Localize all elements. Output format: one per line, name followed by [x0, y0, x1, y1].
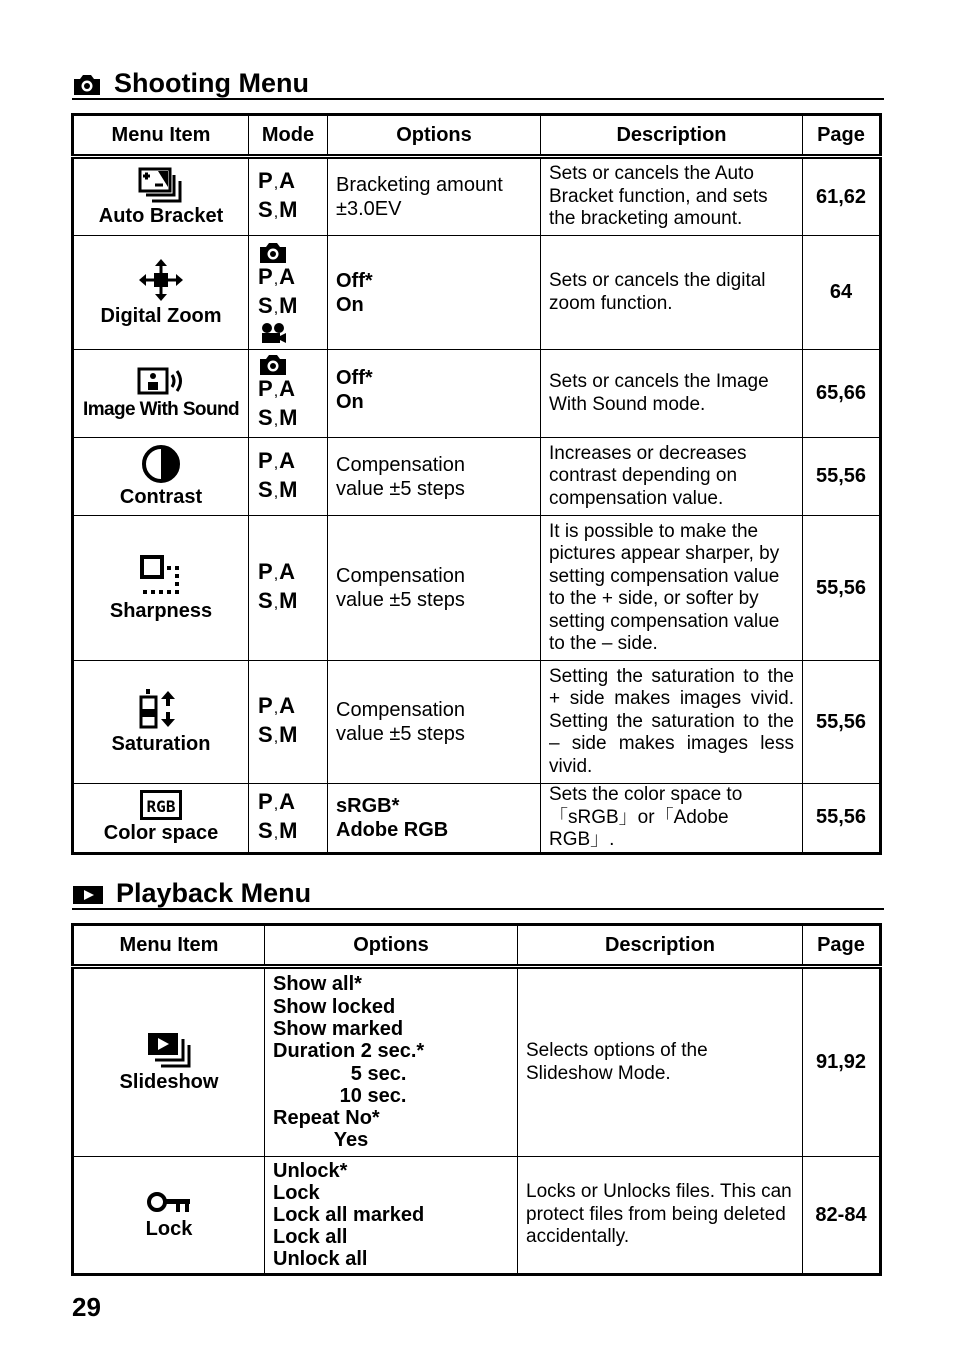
option-line: 5 sec.: [273, 1062, 407, 1085]
svg-text:RGB: RGB: [146, 797, 176, 817]
option-line: Duration 2 sec.*: [273, 1040, 425, 1063]
menu-item-saturation: [73, 661, 249, 784]
option-line: 10 sec.: [273, 1084, 407, 1107]
header-page: Page: [803, 115, 881, 157]
mode-separator: ,: [273, 411, 280, 429]
table-row: [73, 516, 881, 661]
page-cell: 91,92: [803, 967, 881, 1157]
menu-item-label: Image With Sound: [83, 399, 239, 420]
shooting-menu-title-text: Shooting Menu: [114, 68, 309, 98]
page-cell: 55,56: [803, 661, 881, 784]
mode-cell: [249, 350, 328, 438]
mode-separator: ,: [273, 382, 280, 400]
digital-zoom-icon: [74, 257, 248, 303]
option-line: value ±5 steps: [336, 477, 465, 500]
mode-m: M: [279, 588, 299, 613]
page-cell: 65,66: [803, 350, 881, 438]
mode-line-sm: [258, 293, 327, 322]
menu-item-label: Digital Zoom: [100, 305, 222, 327]
mode-line-sm: [258, 588, 327, 617]
menu-item-auto-bracket: [73, 157, 249, 236]
option-line: Show marked: [273, 1017, 404, 1040]
table-row: [73, 1157, 881, 1275]
page-number: 29: [72, 1292, 101, 1322]
image-with-sound-icon: [74, 366, 248, 396]
rgb-icon: [74, 790, 248, 820]
mode-line-pa: [258, 448, 327, 477]
mode-separator: ,: [273, 175, 280, 192]
mode-line-sm: [258, 477, 327, 506]
page-cell: 55,56: [803, 784, 881, 854]
option-line: Off*: [336, 269, 373, 292]
mode-p: P: [258, 168, 274, 193]
option-line: sRGB*: [336, 794, 400, 817]
mode-m: M: [279, 404, 299, 430]
mode-m: M: [279, 197, 299, 222]
mode-line-pa: [258, 376, 327, 405]
table-row: [73, 350, 881, 438]
table-header-row: [73, 925, 881, 967]
shooting-menu-table: [71, 113, 882, 855]
description-cell: Locks or Unlocks files. This can protect files from being deleted accidentally.: [518, 1157, 803, 1275]
mode-cell: [249, 157, 328, 236]
options-cell: [328, 350, 541, 438]
option-line: Lock all: [273, 1226, 348, 1248]
menu-item-color-space: [73, 784, 249, 854]
options-cell: [328, 661, 541, 784]
menu-item-sharpness: [73, 516, 249, 661]
mode-p: P: [258, 788, 274, 814]
mode-line-sm: [258, 722, 327, 751]
mode-line-sm: [258, 818, 327, 847]
description-cell: Sets or cancels the Auto Bracket function, and sets the bracketing amount.: [541, 157, 803, 236]
mode-line-pa: [258, 168, 327, 197]
mode-separator: ,: [273, 483, 280, 501]
auto-bracket-icon: [74, 167, 248, 203]
playback-menu-table: [71, 923, 882, 1276]
mode-cell: [249, 236, 328, 350]
play-icon: [72, 884, 104, 906]
mode-cell: [249, 438, 328, 516]
header-menu-item: Menu Item: [73, 115, 249, 157]
menu-item-contrast: [73, 438, 249, 516]
options-cell: [328, 236, 541, 350]
camera-icon: [72, 74, 102, 96]
mode-s: S: [258, 588, 274, 613]
sharpness-icon: [74, 554, 248, 598]
mode-separator: ,: [273, 729, 280, 746]
option-line: Lock all marked: [273, 1204, 425, 1226]
mode-separator: ,: [273, 795, 280, 813]
mode-m: M: [279, 292, 299, 318]
description-cell: Selects options of the Slideshow Mode.: [518, 967, 803, 1157]
option-line: value ±5 steps: [336, 589, 465, 611]
option-line: Compensation: [336, 699, 465, 721]
mode-p: P: [258, 559, 274, 584]
saturation-icon: [74, 689, 248, 731]
shooting-menu-title: [72, 68, 884, 100]
option-line: ±3.0EV: [336, 198, 402, 220]
table-row: [73, 157, 881, 236]
mode-line-sm: [258, 405, 327, 434]
camera-auto-mode-icon: [258, 354, 327, 376]
option-line: On: [336, 391, 364, 413]
mode-line-pa: [258, 264, 327, 293]
mode-m: M: [279, 722, 299, 747]
page-cell: 82-84: [803, 1157, 881, 1275]
options-cell: [328, 157, 541, 236]
option-line: Repeat No*: [273, 1107, 380, 1130]
mode-s: S: [258, 476, 274, 502]
menu-item-image-with-sound: [73, 350, 249, 438]
mode-a: A: [279, 168, 297, 193]
page-cell: 55,56: [803, 438, 881, 516]
option-line: Yes: [273, 1129, 369, 1152]
contrast-icon: [74, 444, 248, 484]
mode-a: A: [279, 559, 297, 584]
option-line: Unlock*: [273, 1160, 348, 1182]
slideshow-icon: [74, 1031, 264, 1069]
mode-separator: ,: [273, 700, 280, 717]
options-cell: [328, 516, 541, 661]
header-options: Options: [265, 925, 518, 967]
mode-separator: ,: [273, 454, 280, 472]
header-mode: Mode: [249, 115, 328, 157]
mode-cell: [249, 784, 328, 854]
mode-p: P: [258, 263, 274, 289]
option-line: Compensation: [336, 453, 465, 476]
description-cell: It is possible to make the pictures appear sharper, by setting compensation value to the + side, or softer by setting compensation value to the – side.: [541, 516, 803, 661]
menu-item-label: Lock: [145, 1217, 193, 1240]
menu-item-label: Contrast: [119, 486, 203, 508]
option-line: Lock: [273, 1182, 320, 1204]
header-description: Description: [518, 925, 803, 967]
header-description: Description: [541, 115, 803, 157]
menu-item-label: Auto Bracket: [98, 204, 224, 227]
mode-s: S: [258, 722, 274, 747]
option-line: Show locked: [273, 995, 396, 1018]
options-cell: [328, 438, 541, 516]
table-row: [73, 438, 881, 516]
option-line: Show all*: [273, 973, 362, 996]
option-line: value ±5 steps: [336, 723, 465, 745]
header-menu-item: Menu Item: [73, 925, 265, 967]
mode-separator: ,: [273, 566, 280, 583]
description-cell: Increases or decreases contrast depending on compensation value.: [541, 438, 803, 516]
options-cell: [265, 1157, 518, 1275]
mode-separator: ,: [273, 270, 280, 288]
mode-p: P: [258, 375, 274, 401]
description-cell: Setting the saturation to the + side makes images vivid. Setting the saturation to the – side makes images less vivid.: [541, 661, 803, 784]
page-cell: 64: [803, 236, 881, 350]
mode-a: A: [279, 693, 297, 718]
playback-menu-title-text: Playback Menu: [116, 878, 312, 908]
table-row: [73, 967, 881, 1157]
option-line: On: [336, 293, 364, 316]
mode-s: S: [258, 292, 274, 318]
mode-p: P: [258, 447, 274, 473]
header-page: Page: [803, 925, 881, 967]
mode-line-pa: [258, 789, 327, 818]
menu-item-digital-zoom: [73, 236, 249, 350]
option-line: Compensation: [336, 565, 465, 587]
mode-p: P: [258, 693, 274, 718]
menu-item-label: Sharpness: [109, 599, 213, 622]
movie-mode-icon: [258, 322, 327, 344]
menu-item-label: Color space: [103, 822, 219, 845]
page-cell: 55,56: [803, 516, 881, 661]
option-line: Bracketing amount: [336, 174, 503, 196]
mode-line-pa: [258, 559, 327, 588]
mode-separator: ,: [273, 299, 280, 317]
key-icon: [74, 1190, 264, 1216]
mode-cell: [249, 516, 328, 661]
mode-a: A: [279, 263, 297, 289]
menu-item-lock: [73, 1157, 265, 1275]
header-options: Options: [328, 115, 541, 157]
mode-s: S: [258, 404, 274, 430]
menu-item-slideshow: [73, 967, 265, 1157]
menu-item-label: Slideshow: [119, 1071, 219, 1093]
mode-separator: ,: [273, 595, 280, 612]
page-cell: 61,62: [803, 157, 881, 236]
playback-menu-title: [72, 878, 884, 910]
mode-m: M: [279, 476, 299, 502]
mode-cell: [249, 661, 328, 784]
mode-s: S: [258, 817, 274, 843]
table-header-row: [73, 115, 881, 157]
mode-line-pa: [258, 693, 327, 722]
mode-separator: ,: [273, 824, 280, 842]
menu-item-label: Saturation: [111, 732, 211, 755]
option-line: Off*: [336, 367, 373, 389]
option-line: Adobe RGB: [336, 818, 449, 841]
table-row: [73, 784, 881, 854]
mode-m: M: [279, 817, 299, 843]
options-cell: [265, 967, 518, 1157]
mode-line-sm: [258, 197, 327, 226]
description-cell: Sets or cancels the digital zoom function.: [541, 236, 803, 350]
mode-s: S: [258, 197, 274, 222]
table-row: [73, 661, 881, 784]
option-line: Unlock all: [273, 1248, 368, 1270]
mode-a: A: [279, 788, 297, 814]
description-cell: Sets the color space to 「sRGB」or「Adobe RGB」.: [541, 784, 803, 854]
table-row: [73, 236, 881, 350]
mode-a: A: [279, 447, 297, 473]
mode-separator: ,: [273, 204, 280, 221]
mode-a: A: [279, 375, 297, 401]
camera-auto-mode-icon: [258, 242, 327, 264]
description-cell: Sets or cancels the Image With Sound mode.: [541, 350, 803, 438]
options-cell: [328, 784, 541, 854]
